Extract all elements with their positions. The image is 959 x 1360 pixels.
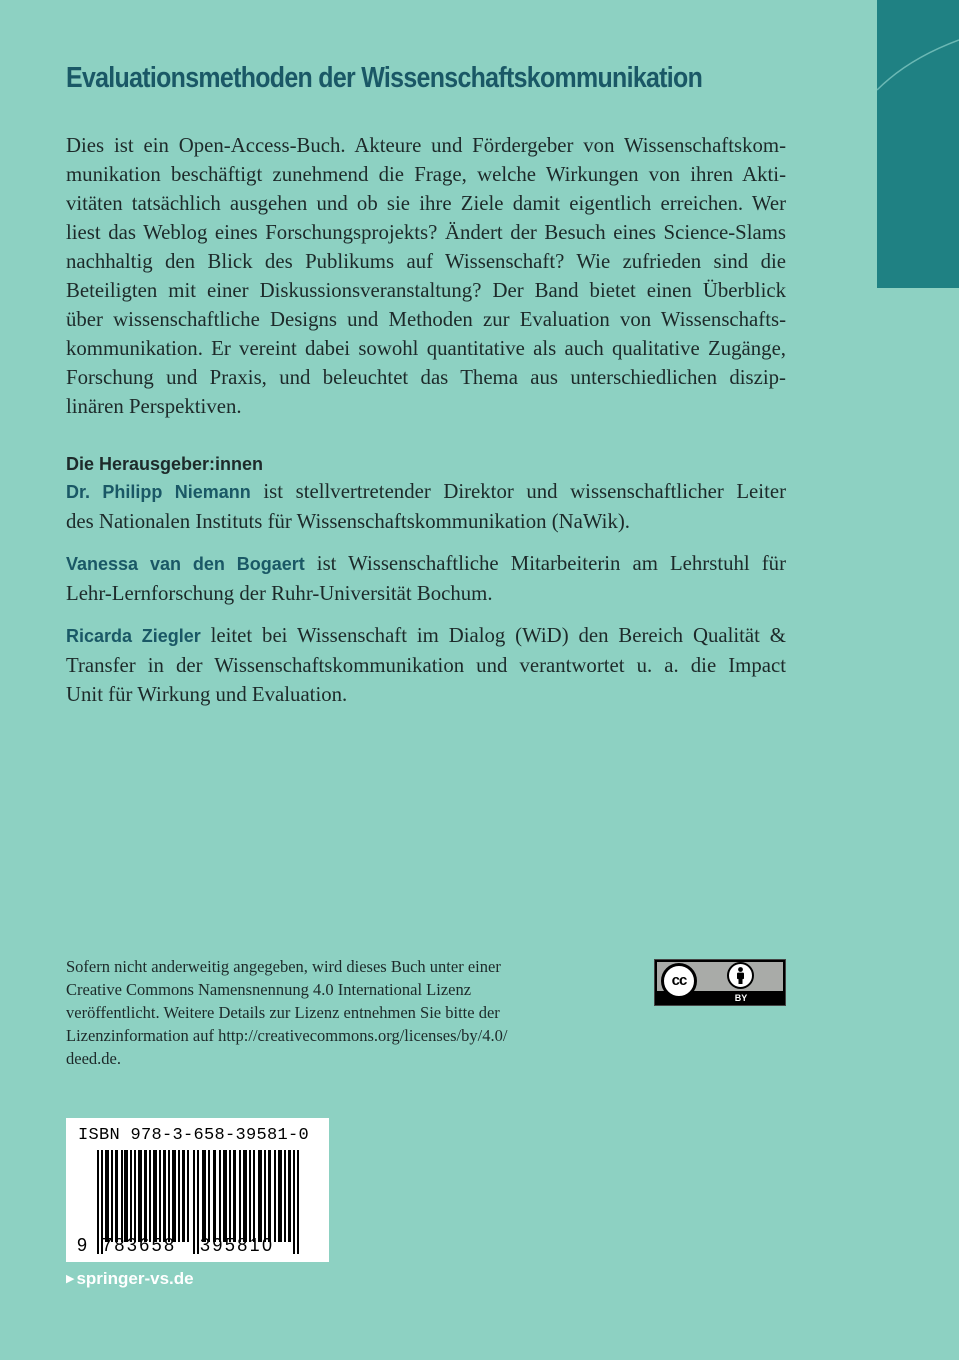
editor-name: Ricarda Ziegler xyxy=(66,626,201,646)
attribution-person-icon xyxy=(727,962,754,989)
editor-bio-line xyxy=(66,621,786,651)
arrow-right-icon: ▶ xyxy=(66,1273,75,1285)
blurb-line: vitäten tatsächlich ausgehen und ob sie ihre Ziele damit eigentlich erreichen. Wer xyxy=(66,192,786,215)
editor-bio-text: leitet bei Wissenschaft im Dialog (WiD) den Bereich Qualität & xyxy=(200,624,786,647)
editor-bio-niemann xyxy=(66,477,786,536)
editor-bio-line xyxy=(66,477,786,507)
editor-bio-line: Unit für Wirkung und Evaluation. xyxy=(66,683,348,706)
editor-name: Dr. Philipp Niemann xyxy=(66,482,251,502)
blurb-line: über wissenschaftliche Designs und Methoden zur Evaluation von Wissenschafts- xyxy=(66,308,786,331)
ean-first-digit: 9 xyxy=(77,1235,88,1255)
editor-bio-bogaert xyxy=(66,549,786,608)
editor-bio-line: des Nationalen Instituts für Wissenschaftskommunikation (NaWik). xyxy=(66,510,630,533)
by-label: BY xyxy=(734,993,748,1003)
ean-left-group: 783658 xyxy=(102,1235,177,1255)
cc-icon: cc xyxy=(661,963,697,999)
editor-name: Vanessa van den Bogaert xyxy=(66,554,305,574)
editors-heading: Die Herausgeber:innen xyxy=(66,454,264,474)
editor-bio-ziegler xyxy=(66,621,786,709)
blurb-line: Beteiligten mit einer Diskussionsveranstaltung? Der Band bietet einen Überblick xyxy=(66,279,786,302)
blurb-line: munikation beschäftigt zunehmend die Frage, welche Wirkungen von ihren Akti- xyxy=(66,163,786,186)
swoosh-graphic xyxy=(877,0,959,288)
isbn-barcode xyxy=(66,1118,329,1262)
editor-bio-text: ist Wissenschaftliche Mitarbeiterin am Lehrstuhl für xyxy=(304,552,787,575)
publisher-link[interactable] xyxy=(66,1268,194,1290)
editor-bio-line xyxy=(66,549,786,579)
blurb-line: Forschung und Praxis, und beleuchtet das Thema aus unterschiedlichen diszip- xyxy=(66,366,786,389)
book-blurb xyxy=(66,131,786,421)
editor-bio-text: ist stellvertretender Direktor und wissenschaftlicher Leiter xyxy=(250,480,787,503)
blurb-line: Dies ist ein Open-Access-Buch. Akteure und Fördergeber von Wissenschaftskom- xyxy=(66,134,786,157)
blurb-line: liest das Weblog eines Forschungsprojekts? Ändert der Besuch eines Science-Slams xyxy=(66,221,786,244)
blurb-line: linären Perspektiven. xyxy=(66,395,242,418)
corner-accent-tab xyxy=(877,0,959,288)
editor-bio-line: Lehr-Lernforschung der Ruhr-Universität Bochum. xyxy=(66,582,493,605)
publisher-url: springer-vs.de xyxy=(76,1269,194,1288)
book-title: Evaluationsmethoden der Wissenschaftskommunikation xyxy=(66,62,703,94)
blurb-line: kommunikation. Er vereint dabei sowohl quantitative als auch qualitative Zugänge, xyxy=(66,337,786,360)
ean-right-group: 395810 xyxy=(200,1235,275,1255)
license-line: Lizenzinformation auf http://creativecommons.org/licenses/by/4.0/ xyxy=(66,1026,508,1045)
cc-by-license-badge xyxy=(654,959,786,1006)
license-line: deed.de. xyxy=(66,1049,121,1068)
license-line: Creative Commons Namensnennung 4.0 International Lizenz xyxy=(66,980,472,999)
editor-bio-line: Transfer in der Wissenschaftskommunikation und verantwortet u. a. die Impact xyxy=(66,654,786,677)
blurb-line: nachhaltig den Blick des Publikums auf Wissenschaft? Wie zufrieden sind die xyxy=(66,250,786,273)
license-line: veröffentlicht. Weitere Details zur Lizenz entnehmen Sie bitte der xyxy=(66,1003,500,1022)
license-notice xyxy=(66,955,576,1070)
license-line: Sofern nicht anderweitig angegeben, wird dieses Buch unter einer xyxy=(66,957,501,976)
isbn-label: ISBN 978-3-658-39581-0 xyxy=(78,1126,310,1145)
